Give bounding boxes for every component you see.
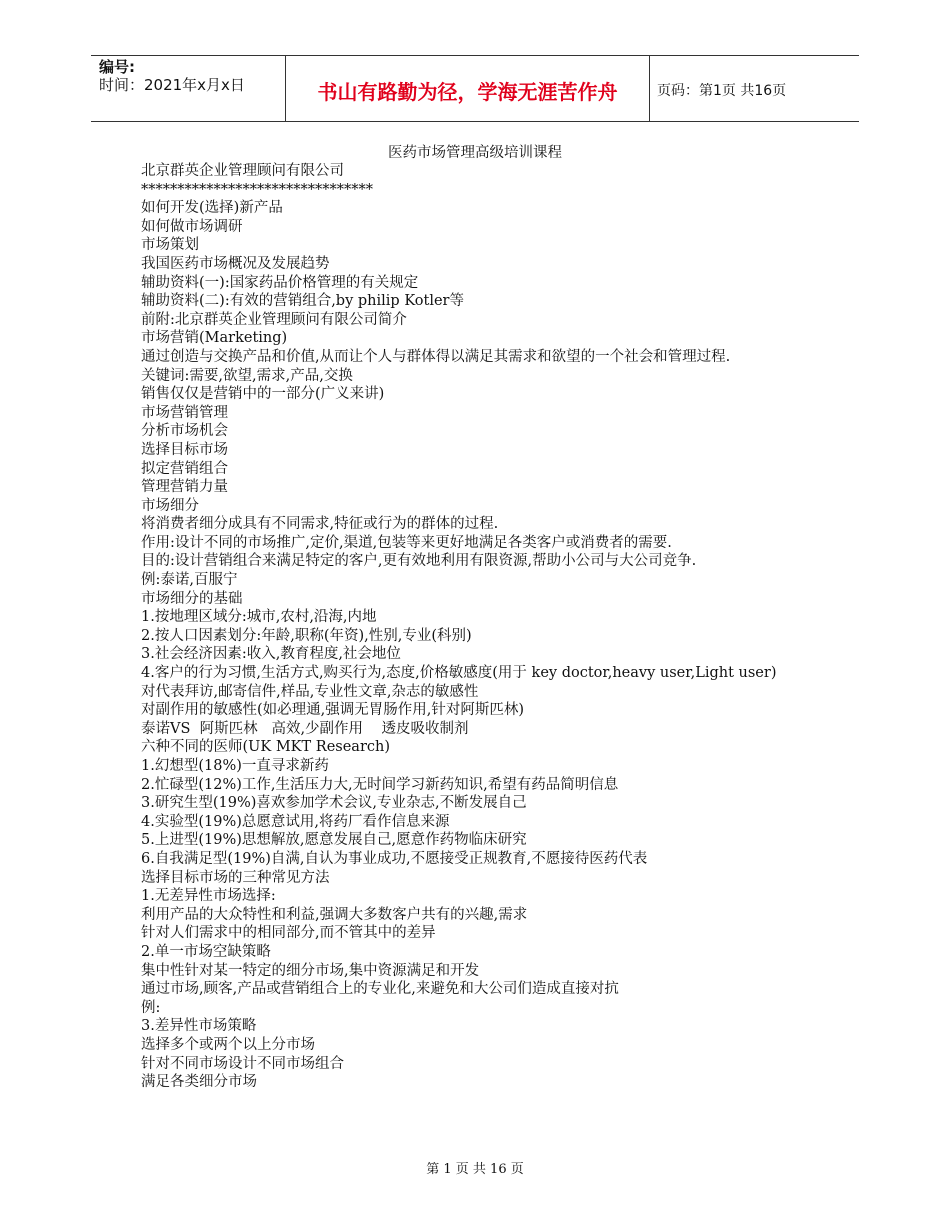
text-line: 4.客户的行为习惯,生活方式,购买行为,态度,价格敏感度(用于 key doctor,heavy user,Light user) xyxy=(141,665,777,682)
text-line: 市场策划 xyxy=(141,237,199,254)
header-meta xyxy=(99,58,289,94)
text-line: 通过创造与交换产品和价值,从而让个人与群体得以满足其需求和欲望的一个社会和管理过程. xyxy=(141,348,731,365)
text-line: 作用:设计不同的市场推广,定价,渠道,包装等来更好地满足各类客户或消费者的需要. xyxy=(141,534,672,551)
text-line: 1.按地理区域分:城市,农村,沿海,内地 xyxy=(141,609,377,626)
text-line: 如何开发(选择)新产品 xyxy=(141,200,283,217)
text-line: 2.忙碌型(12%)工作,生活压力大,无时间学习新药知识,希望有药品简明信息 xyxy=(141,776,619,793)
code-label: 编号: xyxy=(99,58,135,76)
page-header xyxy=(91,55,859,122)
text-line: 1.无差异性市场选择: xyxy=(141,888,276,905)
text-line: 对代表拜访,邮寄信件,样品,专业性文章,杂志的敏感性 xyxy=(141,683,479,700)
text-line: 3.研究生型(19%)喜欢参加学术会议,专业杂志,不断发展自己 xyxy=(141,795,527,812)
text-line: 例: xyxy=(141,999,161,1016)
text-line: 利用产品的大众特性和利益,强调大多数客户共有的兴趣,需求 xyxy=(141,906,528,923)
text-line: 六种不同的医师(UK MKT Research) xyxy=(141,739,390,756)
text-line: 管理营销力量 xyxy=(141,479,228,496)
text-line: 2.单一市场空缺策略 xyxy=(141,943,271,960)
text-line: 辅助资料(一):国家药品价格管理的有关规定 xyxy=(141,274,419,291)
text-line: 6.自我满足型(19%)自满,自认为事业成功,不愿接受正规教育,不愿接待医药代表 xyxy=(141,850,648,867)
text-line: 针对人们需求中的相同部分,而不管其中的差异 xyxy=(141,925,436,942)
text-line: 例:泰诺,百服宁 xyxy=(141,572,238,589)
header-divider xyxy=(649,56,650,121)
text-line: 集中性针对某一特定的细分市场,集中资源满足和开发 xyxy=(141,962,480,979)
text-line: 选择目标市场的三种常见方法 xyxy=(141,869,330,886)
text-line: 2.按人口因素划分:年龄,职称(年资),性别,专业(科别) xyxy=(141,627,472,644)
text-line: 选择目标市场 xyxy=(141,441,228,458)
text-line: 针对不同市场设计不同市场组合 xyxy=(141,1055,344,1072)
text-line: 辅助资料(二):有效的营销组合,by philip Kotler等 xyxy=(141,293,464,310)
text-line: 市场细分 xyxy=(141,497,199,514)
text-line: 市场营销管理 xyxy=(141,404,228,421)
text-line: 通过市场,顾客,产品或营销组合上的专业化,来避免和大公司们造成直接对抗 xyxy=(141,981,619,998)
header-motto: 书山有路勤为径，学海无涯苦作舟 xyxy=(317,80,618,104)
text-line: 5.上进型(19%)思想解放,愿意发展自己,愿意作药物临床研究 xyxy=(141,832,527,849)
text-line: 3.差异性市场策略 xyxy=(141,1018,257,1035)
text-line: 4.实验型(19%)总愿意试用,将药厂看作信息来源 xyxy=(141,813,450,830)
text-line: 关键词:需要,欲望,需求,产品,交换 xyxy=(141,367,353,384)
text-line: 市场细分的基础 xyxy=(141,590,243,607)
time-label: 时间：2021年x月x日 xyxy=(99,76,245,94)
text-line: 市场营销(Marketing) xyxy=(141,330,288,347)
text-line: 目的:设计营销组合来满足特定的客户,更有效地利用有限资源,帮助小公司与大公司竞争. xyxy=(141,553,697,570)
text-line: 选择多个或两个以上分市场 xyxy=(141,1036,315,1053)
page-footer: 第 1 页 共 16 页 xyxy=(426,1162,524,1177)
text-line: 销售仅仅是营销中的一部分(广义来讲) xyxy=(141,386,385,403)
text-line: 如何做市场调研 xyxy=(141,218,243,235)
text-line: 北京群英企业管理顾问有限公司 xyxy=(141,163,344,179)
text-line: 将消费者细分成具有不同需求,特征或行为的群体的过程. xyxy=(141,516,499,533)
text-line: 拟定营销组合 xyxy=(141,460,228,477)
text-line: 泰诺VS 阿斯匹林 高效,少副作用 透皮吸收制剂 xyxy=(141,720,469,737)
document-body xyxy=(141,162,821,1092)
text-line: 我国医药市场概况及发展趋势 xyxy=(141,255,330,272)
text-line: 1.幻想型(18%)一直寻求新药 xyxy=(141,758,329,774)
text-line: ******************************** xyxy=(141,181,373,198)
document-title: 医药市场管理高级培训课程 xyxy=(388,145,562,161)
text-line: 3.社会经济因素:收入,教育程度,社会地位 xyxy=(141,646,401,663)
text-line: 分析市场机会 xyxy=(141,423,228,440)
text-line: 满足各类细分市场 xyxy=(141,1074,257,1091)
text-line: 前附:北京群英企业管理顾问有限公司简介 xyxy=(141,311,407,328)
header-page-info: 页码：第1页 共16页 xyxy=(657,83,787,99)
text-line: 对副作用的敏感性(如必理通,强调无胃肠作用,针对阿斯匹林) xyxy=(141,702,525,719)
